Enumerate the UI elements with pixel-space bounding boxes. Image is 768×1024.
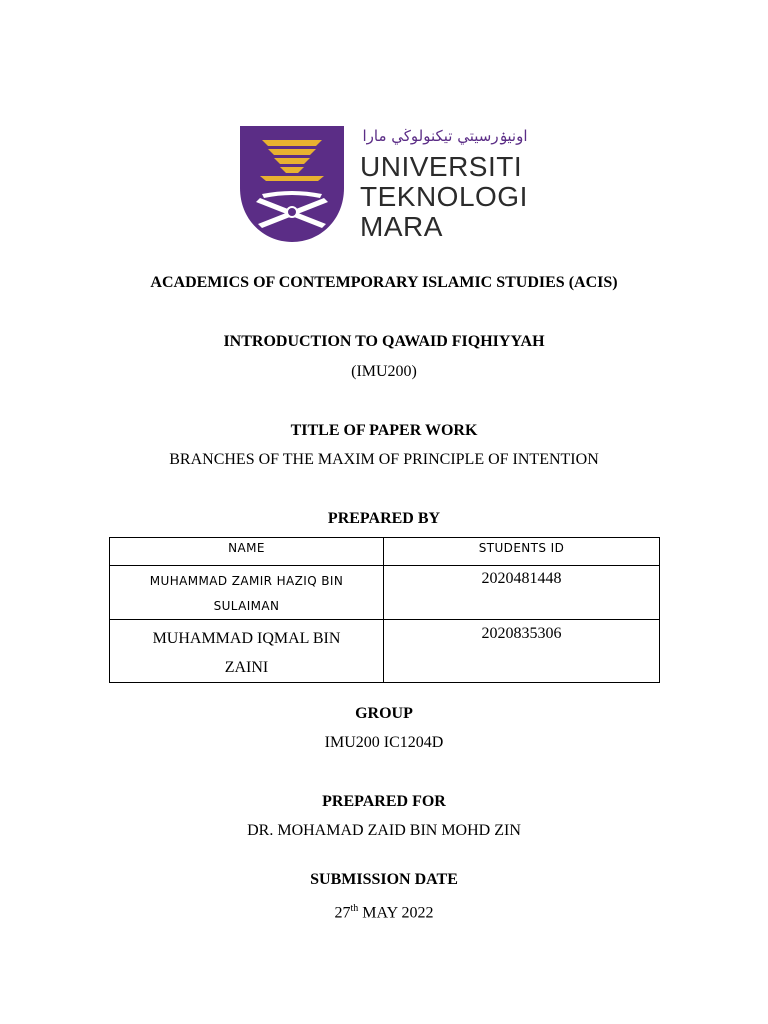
jawi-script-icon xyxy=(362,122,528,148)
submission-date xyxy=(0,899,768,923)
prepared-by-heading: PREPARED BY xyxy=(327,510,441,527)
faculty-title: ACADEMICS OF CONTEMPORARY ISLAMIC STUDIES (ACIS) xyxy=(150,274,618,291)
student-id: 2020481448 xyxy=(384,566,660,620)
table-row xyxy=(110,620,660,683)
group-heading: GROUP xyxy=(355,705,413,722)
submission-heading: SUBMISSION DATE xyxy=(310,871,458,888)
paper-heading: TITLE OF PAPER WORK xyxy=(290,422,478,439)
student-name-line2: SULAIMAN xyxy=(213,599,280,613)
university-name-line1: UNIVERSITI xyxy=(360,151,523,182)
table-header-row xyxy=(110,538,660,566)
prepared-for-value: DR. MOHAMAD ZAID BIN MOHD ZIN xyxy=(247,822,521,839)
submission-day: 27 xyxy=(334,904,351,922)
student-name xyxy=(110,620,384,683)
prepared-for-heading: PREPARED FOR xyxy=(322,793,446,810)
students-table xyxy=(109,537,660,683)
university-logo xyxy=(240,122,540,244)
column-header-name: NAME xyxy=(110,538,384,566)
paper-title: BRANCHES OF THE MAXIM OF PRINCIPLE OF INTENTION xyxy=(169,451,599,468)
university-name-line2: TEKNOLOGI xyxy=(360,181,528,212)
course-code: (IMU200) xyxy=(351,363,417,380)
submission-month-year: MAY 2022 xyxy=(358,904,434,922)
student-name xyxy=(110,566,384,620)
university-name xyxy=(360,152,528,242)
student-name-line1: MUHAMMAD IQMAL BIN xyxy=(152,630,341,647)
crest-icon xyxy=(240,126,344,242)
university-name-line3: MARA xyxy=(360,211,443,242)
svg-text:اونيۏرسيتي تيكنولوڬي مارا: اونيۏرسيتي تيكنولوڬي مارا xyxy=(362,127,528,145)
table-row xyxy=(110,566,660,620)
student-name-line2: ZAINI xyxy=(224,659,269,676)
student-id: 2020835306 xyxy=(384,620,660,683)
course-title: INTRODUCTION TO QAWAID FIQHIYYAH xyxy=(223,333,545,350)
submission-day-suffix: th xyxy=(350,903,359,914)
student-name-line1: MUHAMMAD ZAMIR HAZIQ BIN xyxy=(149,574,344,588)
column-header-id: STUDENTS ID xyxy=(384,538,660,566)
group-value: IMU200 IC1204D xyxy=(324,734,444,751)
